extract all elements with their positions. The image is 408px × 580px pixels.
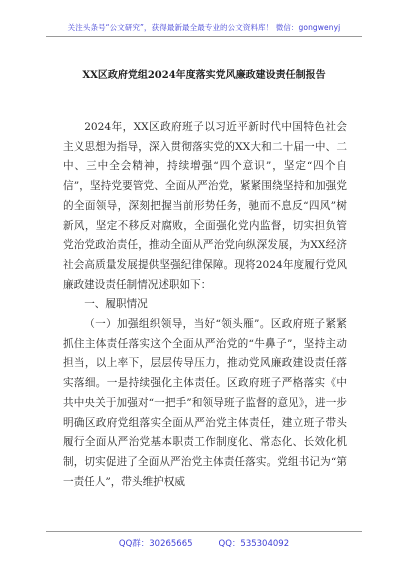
- qq-group-number: QQ群：30265665: [118, 539, 193, 549]
- section-heading: 一、履职情况: [84, 298, 148, 311]
- qq-number: QQ：535304092: [218, 539, 290, 549]
- paragraph-intro: 2024年，XX区政府班子以习近平新时代中国特色社会主义思想为指导，深入贯彻落实党的XX大和二十届一中、二中、三中全会精神，持续增强“四个意识”，坚定“四个自信”，坚持党要管党、全面从严治党，紧紧围绕坚持和加强党的全面领导，深刻把握当前形势任务，驰而不息反“四风”树新风，坚定不移反对腐败，全面强化党内监督，切实担负管党治党政治责任，推动全面从严治党向纵深发展，为XX经济社会高质量发展提供坚强纪律保障。现将2024年度履行党风廉政建设责任制情况述职如下：: [63, 121, 347, 291]
- header-banner: 关注头条号“公文研究”，获得最新最全最专业的公文资料库！ 微信：gongwenyj: [67, 23, 341, 32]
- document-body: [63, 118, 347, 492]
- footer-contact: [0, 537, 408, 549]
- footer-divider: [46, 531, 362, 532]
- header-divider: [46, 36, 362, 37]
- document-title: XX区政府党组2024年度落实党风廉政建设责任制报告: [82, 70, 326, 81]
- paragraph-organization: （一）加强组织领导，当好“领头雁”。区政府班子紧紧抓住主体责任落实这个全面从严治党的“牛鼻子”，坚持主动担当，以上率下，层层传导压力，推动党风廉政建设责任落实落细。一是持续强化主体责任。区政府班子严格落实《中共中央关于加强对“一把手”和领导班子监督的意见》，进一步明确区政府党组落实全面从严治党主体责任，建立班子带头履行全面从严治党基本职责工作制度化、常态化、长效化机制，切实促进了全面从严治党主体责任落实。党组书记为“第一责任人”，带头维护权威: [63, 318, 347, 488]
